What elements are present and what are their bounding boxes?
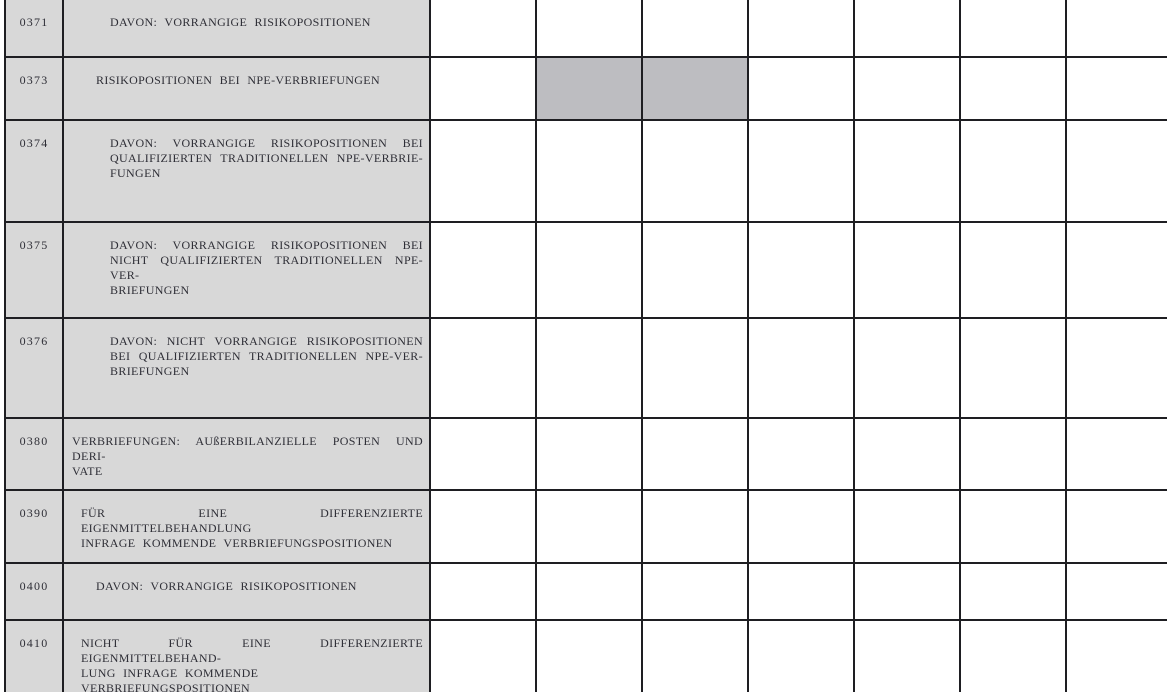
empty-value-cell xyxy=(430,120,536,222)
empty-value-cell xyxy=(748,418,854,490)
empty-value-cell xyxy=(748,563,854,620)
row-code: 0390 xyxy=(5,490,63,563)
empty-value-cell xyxy=(430,620,536,692)
row-label-line: BEI QUALIFIZIERTEN TRADITIONELLEN NPE-VER- xyxy=(110,349,423,363)
empty-value-cell xyxy=(748,57,854,120)
blocked-cell xyxy=(536,57,642,120)
row-label-line: VATE xyxy=(72,464,103,478)
row-label-line: VERBRIEFUNGEN: AUßERBILANZIELLE POSTEN UND DERI- xyxy=(72,434,423,463)
empty-value-cell xyxy=(1066,120,1167,222)
empty-value-cell xyxy=(960,57,1066,120)
row-label-line: QUALIFIZIERTEN TRADITIONELLEN NPE-VERBRIE- xyxy=(110,151,423,165)
empty-value-cell xyxy=(854,418,960,490)
empty-value-cell xyxy=(960,0,1066,57)
empty-value-cell xyxy=(642,418,748,490)
empty-value-cell xyxy=(1066,620,1167,692)
empty-value-cell xyxy=(748,318,854,418)
empty-value-cell xyxy=(748,222,854,318)
row-code: 0400 xyxy=(5,563,63,620)
empty-value-cell xyxy=(536,318,642,418)
empty-value-cell xyxy=(642,318,748,418)
empty-value-cell xyxy=(642,563,748,620)
row-label xyxy=(63,0,430,57)
empty-value-cell xyxy=(1066,418,1167,490)
empty-value-cell xyxy=(536,0,642,57)
table-row-0371 xyxy=(5,0,1167,57)
empty-value-cell xyxy=(748,490,854,563)
row-code: 0380 xyxy=(5,418,63,490)
empty-value-cell xyxy=(430,563,536,620)
table-row-0380 xyxy=(5,418,1167,490)
row-code: 0371 xyxy=(5,0,63,57)
row-code: 0375 xyxy=(5,222,63,318)
row-label-line: DAVON: VORRANGIGE RISIKOPOSITIONEN BEI xyxy=(110,136,423,150)
empty-value-cell xyxy=(960,563,1066,620)
empty-value-cell xyxy=(960,418,1066,490)
empty-value-cell xyxy=(854,120,960,222)
table-row-0373 xyxy=(5,57,1167,120)
empty-value-cell xyxy=(960,120,1066,222)
row-code: 0376 xyxy=(5,318,63,418)
row-label-line: BRIEFUNGEN xyxy=(110,283,190,297)
empty-value-cell xyxy=(1066,57,1167,120)
empty-value-cell xyxy=(430,57,536,120)
row-label-line: NICHT FÜR EINE DIFFERENZIERTE EIGENMITTELBEHAND- xyxy=(81,636,423,665)
row-label-line: DAVON: VORRANGIGE RISIKOPOSITIONEN BEI xyxy=(110,238,423,252)
table-row-0374 xyxy=(5,120,1167,222)
row-label-line: FÜR EINE DIFFERENZIERTE EIGENMITTELBEHANDLUNG xyxy=(81,506,423,535)
table-row-0376 xyxy=(5,318,1167,418)
row-label-line: DAVON: VORRANGIGE RISIKOPOSITIONEN xyxy=(110,15,371,29)
row-label xyxy=(63,120,430,222)
regulatory-table xyxy=(4,0,1167,692)
row-label xyxy=(63,620,430,692)
row-label-line: LUNG INFRAGE KOMMENDE VERBRIEFUNGSPOSITIONEN xyxy=(81,666,259,692)
empty-value-cell xyxy=(536,620,642,692)
row-label xyxy=(63,490,430,563)
row-label xyxy=(63,418,430,490)
empty-value-cell xyxy=(748,120,854,222)
empty-value-cell xyxy=(854,222,960,318)
table-row-0375 xyxy=(5,222,1167,318)
row-label xyxy=(63,222,430,318)
empty-value-cell xyxy=(642,490,748,563)
row-label-line: RISIKOPOSITIONEN BEI NPE-VERBRIEFUNGEN xyxy=(96,73,380,87)
empty-value-cell xyxy=(960,318,1066,418)
empty-value-cell xyxy=(536,490,642,563)
empty-value-cell xyxy=(1066,563,1167,620)
row-code: 0373 xyxy=(5,57,63,120)
empty-value-cell xyxy=(748,0,854,57)
table-row-0400 xyxy=(5,563,1167,620)
row-label-line: NICHT QUALIFIZIERTEN TRADITIONELLEN NPE-VER- xyxy=(110,253,423,282)
row-label-line: DAVON: NICHT VORRANGIGE RISIKOPOSITIONEN xyxy=(110,334,423,348)
regulatory-table-body xyxy=(5,0,1167,692)
empty-value-cell xyxy=(536,120,642,222)
table-row-0410 xyxy=(5,620,1167,692)
empty-value-cell xyxy=(960,222,1066,318)
row-label-line: DAVON: VORRANGIGE RISIKOPOSITIONEN xyxy=(96,579,357,593)
row-label xyxy=(63,57,430,120)
empty-value-cell xyxy=(430,418,536,490)
empty-value-cell xyxy=(854,57,960,120)
row-label xyxy=(63,563,430,620)
row-code: 0410 xyxy=(5,620,63,692)
row-label-line: INFRAGE KOMMENDE VERBRIEFUNGSPOSITIONEN xyxy=(81,536,393,550)
empty-value-cell xyxy=(642,620,748,692)
empty-value-cell xyxy=(536,563,642,620)
empty-value-cell xyxy=(642,222,748,318)
row-label-line: BRIEFUNGEN xyxy=(110,364,190,378)
empty-value-cell xyxy=(430,490,536,563)
empty-value-cell xyxy=(1066,0,1167,57)
empty-value-cell xyxy=(960,620,1066,692)
blocked-cell xyxy=(642,57,748,120)
row-label-line: FUNGEN xyxy=(110,166,161,180)
empty-value-cell xyxy=(430,318,536,418)
empty-value-cell xyxy=(960,490,1066,563)
row-label xyxy=(63,318,430,418)
empty-value-cell xyxy=(854,490,960,563)
empty-value-cell xyxy=(1066,222,1167,318)
empty-value-cell xyxy=(642,120,748,222)
empty-value-cell xyxy=(854,0,960,57)
empty-value-cell xyxy=(854,318,960,418)
empty-value-cell xyxy=(536,418,642,490)
row-code: 0374 xyxy=(5,120,63,222)
empty-value-cell xyxy=(854,563,960,620)
empty-value-cell xyxy=(536,222,642,318)
empty-value-cell xyxy=(748,620,854,692)
empty-value-cell xyxy=(1066,318,1167,418)
empty-value-cell xyxy=(1066,490,1167,563)
empty-value-cell xyxy=(430,222,536,318)
empty-value-cell xyxy=(642,0,748,57)
empty-value-cell xyxy=(430,0,536,57)
table-row-0390 xyxy=(5,490,1167,563)
empty-value-cell xyxy=(854,620,960,692)
